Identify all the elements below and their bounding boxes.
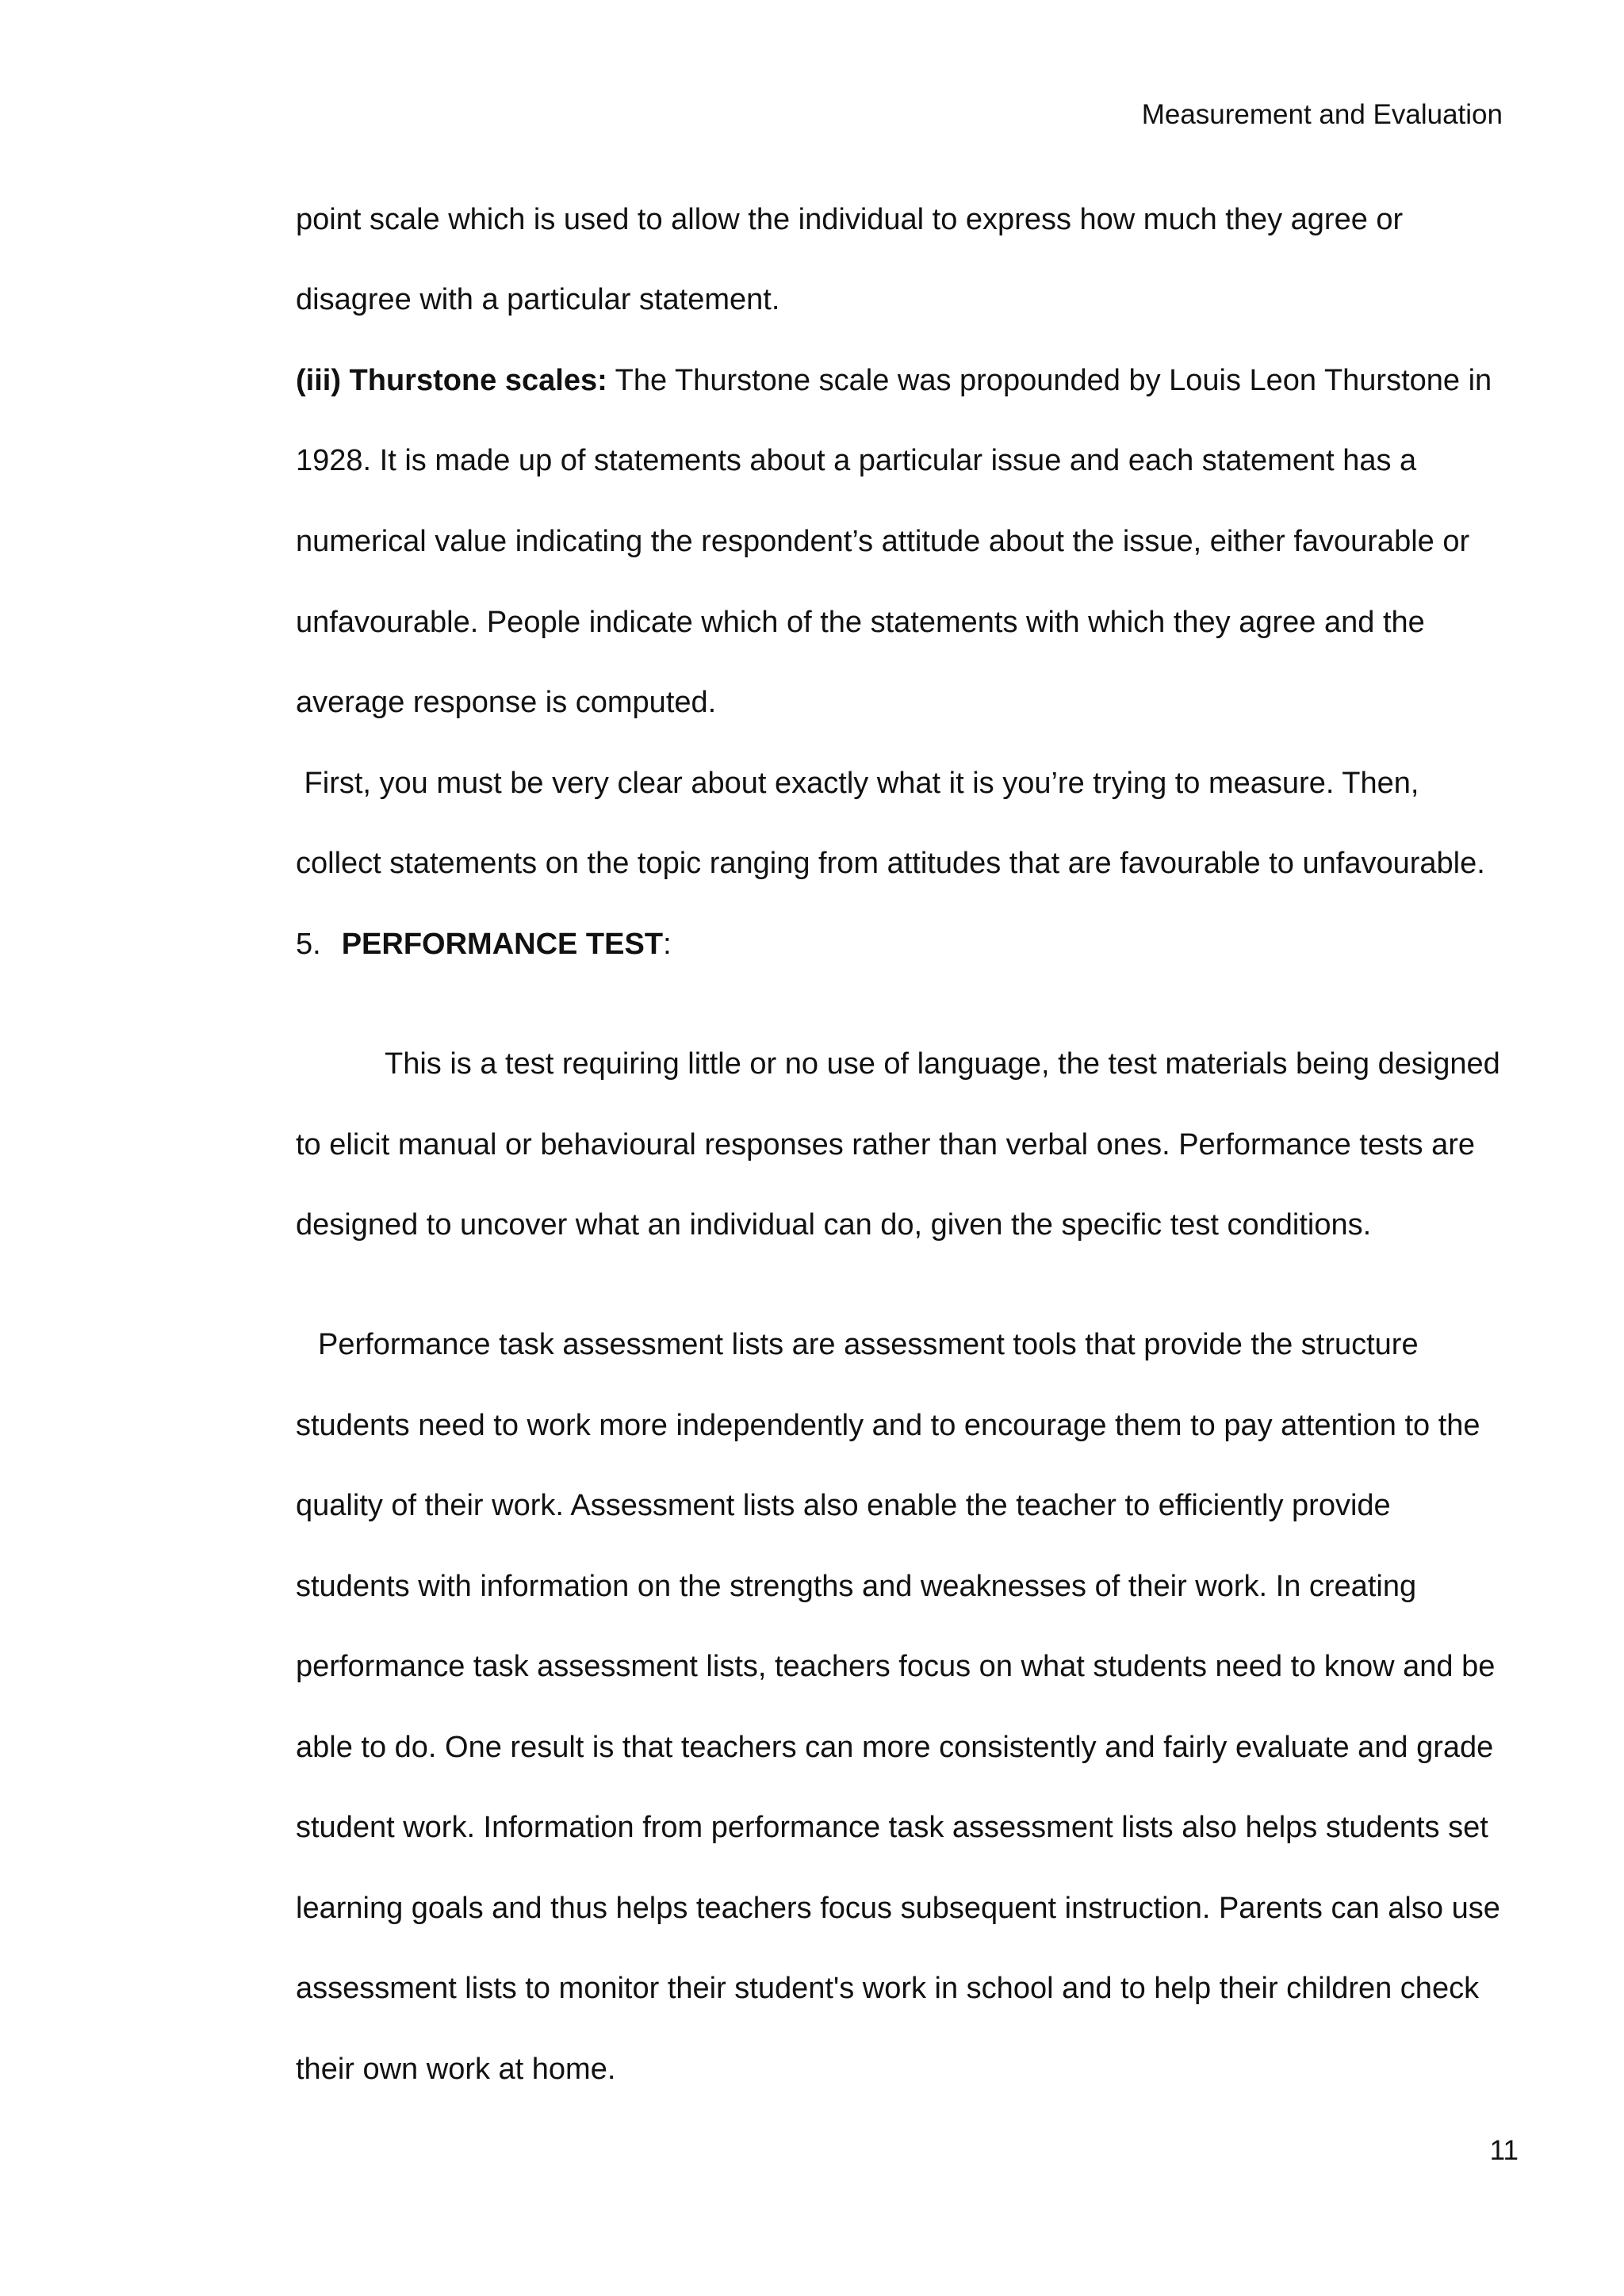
body-line: students need to work more independently and to encourage them to pay attention to the [296, 1409, 1480, 1442]
body-line: Performance task assessment lists are assessment tools that provide the structure [318, 1328, 1419, 1361]
thurstone-heading-line [296, 361, 1492, 400]
running-header: Measurement and Evaluation [1141, 99, 1503, 130]
body-line: This is a test requiring little or no use of language, the test materials being designed [385, 1047, 1500, 1081]
body-line: to elicit manual or behavioural responses rather than verbal ones. Performance tests are [296, 1128, 1476, 1161]
section-title: PERFORMANCE TEST [341, 928, 664, 961]
body-line: First, you must be very clear about exactly what it is you’re trying to measure. Then, [296, 767, 1419, 800]
section-number: 5. [296, 928, 321, 961]
body-line: performance task assessment lists, teachers focus on what students need to know and be [296, 1650, 1496, 1683]
body-line: their own work at home. [296, 2053, 616, 2086]
body-line: quality of their work. Assessment lists also enable the teacher to efficiently provide [296, 1489, 1391, 1522]
body-line: collect statements on the topic ranging from attitudes that are favourable to unfavourable. [296, 847, 1485, 880]
body-line: assessment lists to monitor their student's work in school and to help their children check [296, 1972, 1480, 2005]
body-line: 1928. It is made up of statements about a particular issue and each statement has a [296, 444, 1417, 477]
body-line: able to do. One result is that teachers can more consistently and fairly evaluate and grade [296, 1731, 1494, 1764]
thurstone-text: The Thurstone scale was propounded by Louis Leon Thurstone in [607, 364, 1492, 397]
thurstone-label: (iii) Thurstone scales: [296, 364, 607, 397]
page-number: 11 [1489, 2135, 1519, 2166]
body-line: students with information on the strengths and weaknesses of their work. In creating [296, 1570, 1417, 1603]
section-heading [296, 924, 672, 964]
body-line: disagree with a particular statement. [296, 283, 780, 316]
body-line: unfavourable. People indicate which of the statements with which they agree and the [296, 606, 1425, 639]
section-colon: : [663, 928, 672, 961]
body-line: average response is computed. [296, 686, 717, 719]
body-line: numerical value indicating the respondent’s attitude about the issue, either favourable or [296, 525, 1470, 558]
body-line: learning goals and thus helps teachers focus subsequent instruction. Parents can also use [296, 1892, 1500, 1925]
body-line: point scale which is used to allow the individual to express how much they agree or [296, 203, 1404, 236]
body-line: student work. Information from performance task assessment lists also helps students set [296, 1811, 1488, 1844]
body-line: designed to uncover what an individual can do, given the specific test conditions. [296, 1208, 1372, 1242]
